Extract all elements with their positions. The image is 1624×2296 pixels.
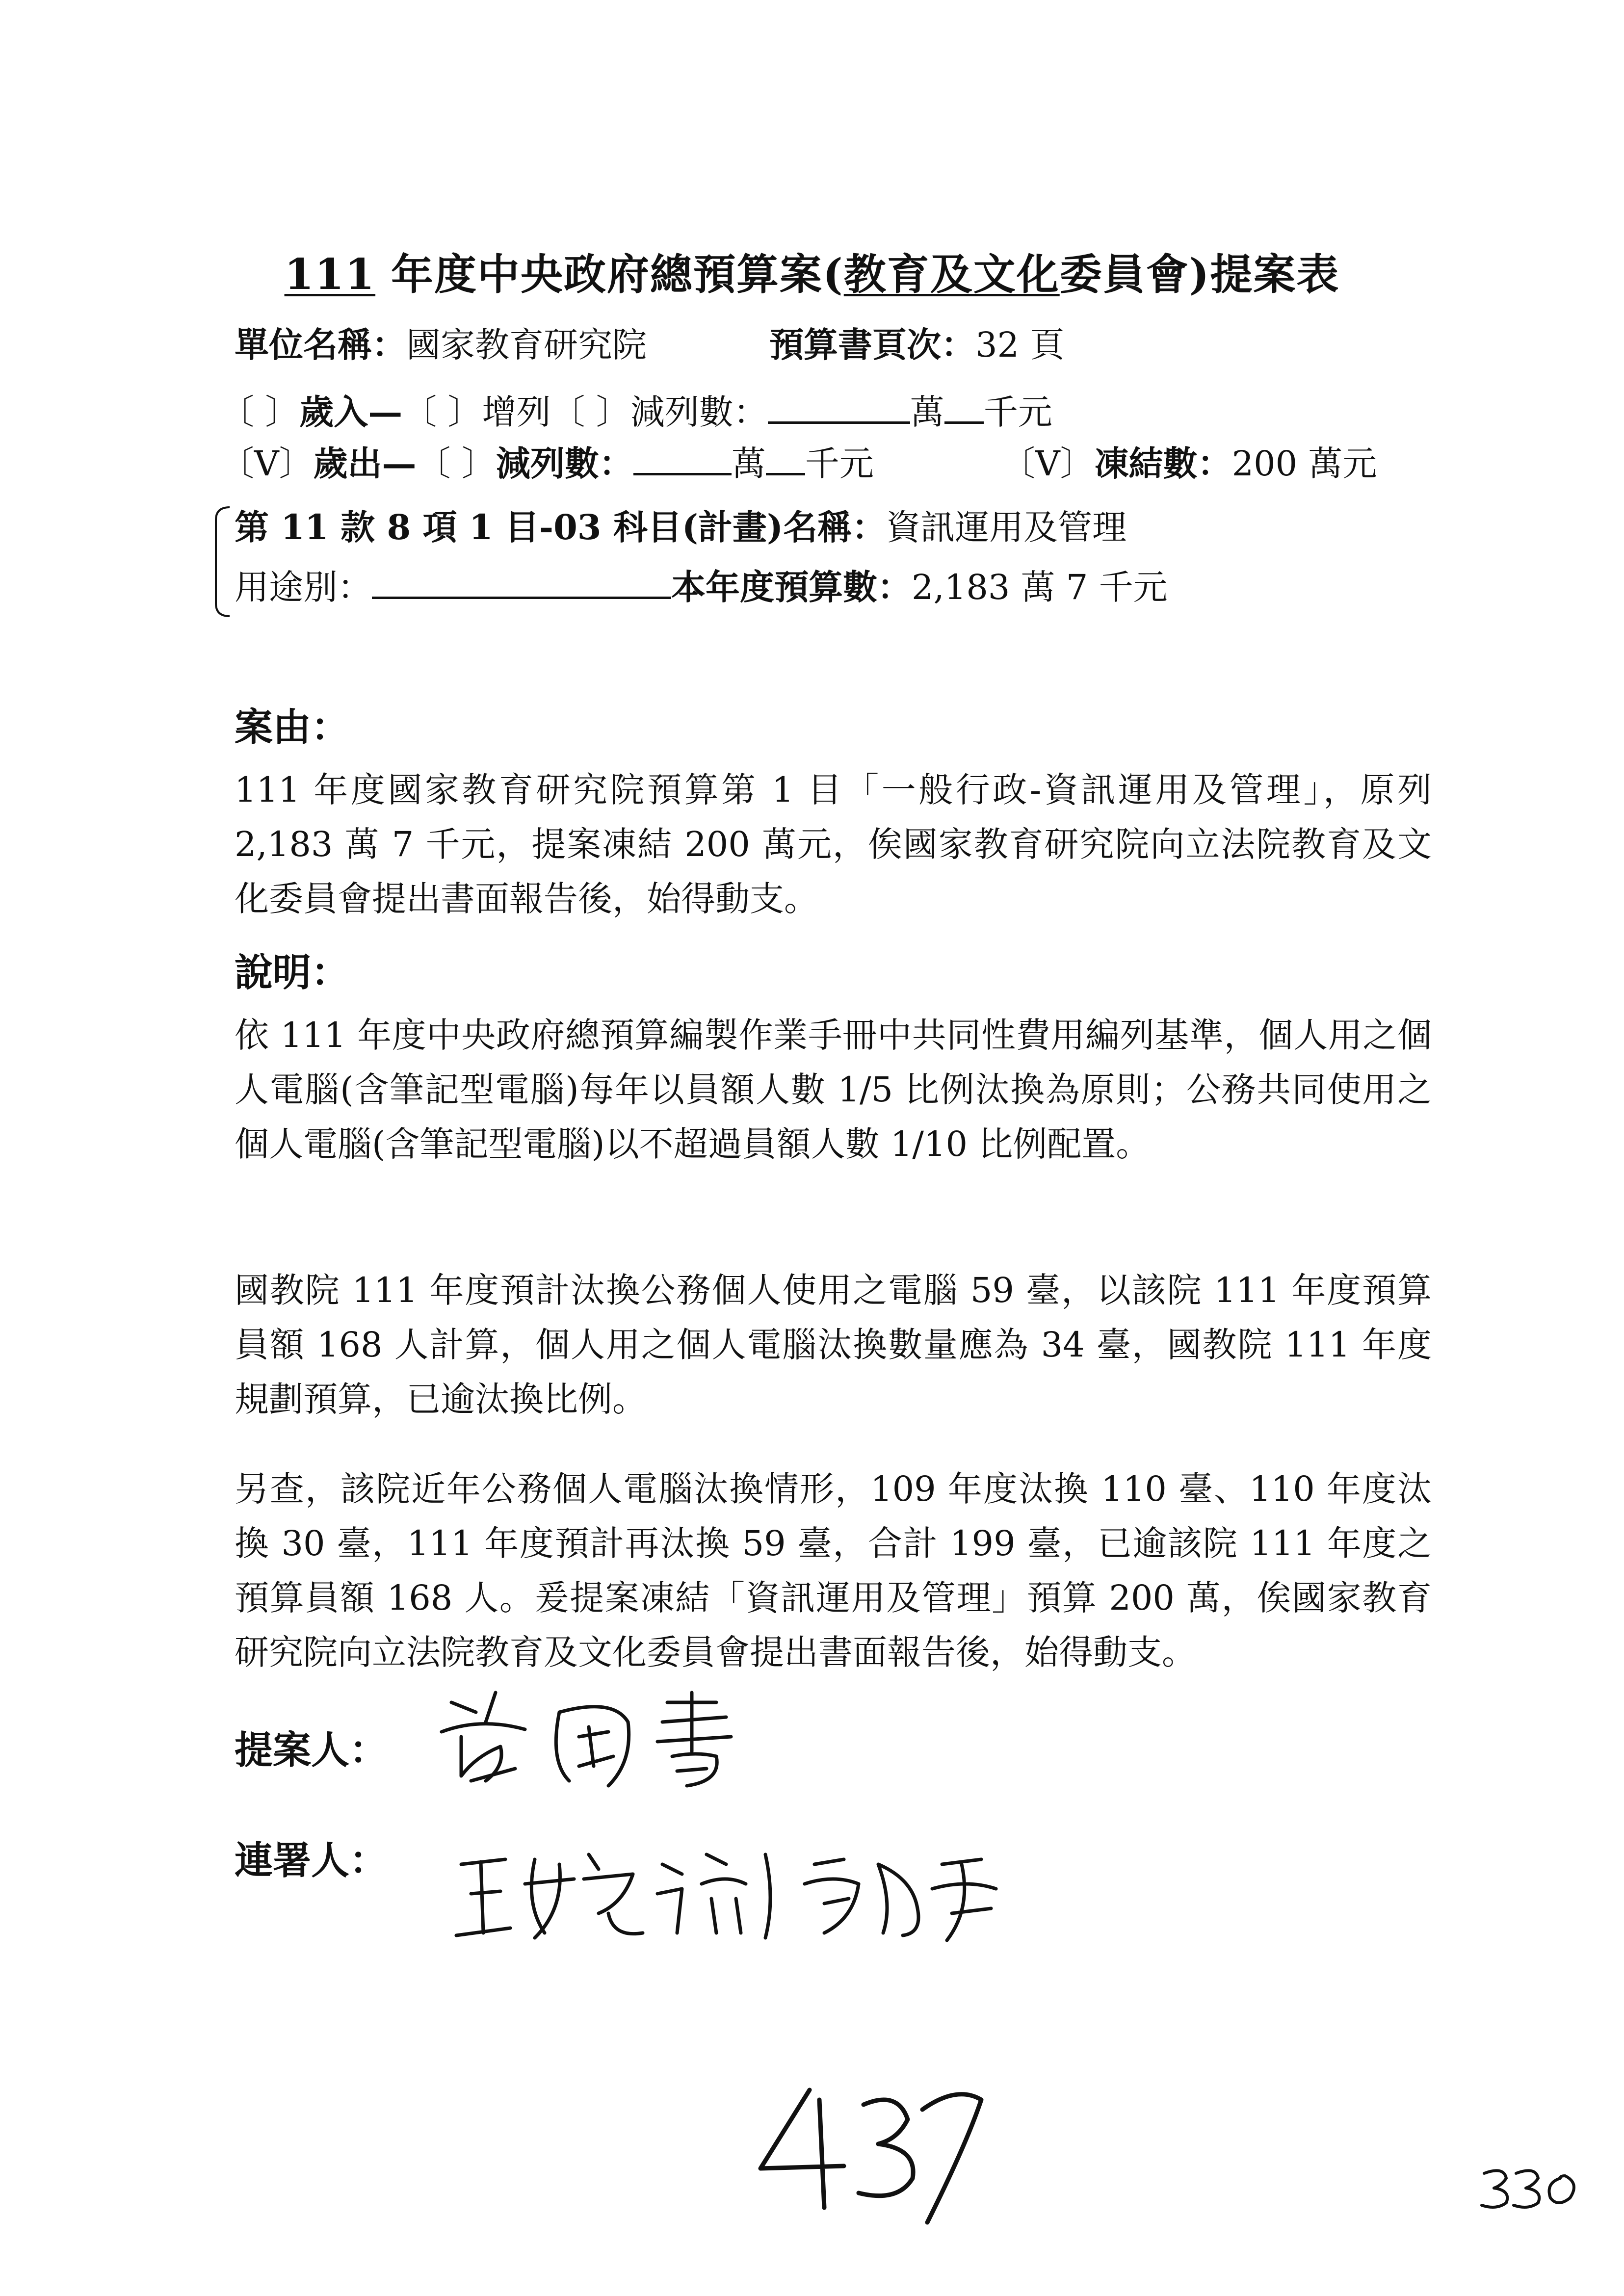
revenue-checkbox: 〔 〕	[220, 392, 300, 432]
revenue-decrease-label: 〔 〕減列數：	[550, 392, 768, 432]
freeze-row	[1001, 443, 1377, 484]
freeze-label: 凍結數：	[1094, 443, 1232, 484]
revenue-qian-blank	[944, 418, 984, 424]
title-mid: 年度中央政府總預算案(	[375, 250, 844, 299]
revenue-wan-blank	[768, 418, 910, 424]
handwritten-page-number	[751, 2070, 1006, 2232]
budget-page-label: 預算書頁次：	[769, 324, 975, 365]
reason-text: 111 年度國家教育研究院預算第 1 目「一般行政-資訊運用及管理」，原列 2,183 萬 7 千元，提案凍結 200 萬元，俟國家教育研究院向立法院教育及文化委員會提出書面報告後，始得動支。	[235, 770, 1432, 919]
title-end: 委員會)提案表	[1059, 250, 1340, 299]
title-committee: 教育及文化	[843, 250, 1060, 299]
expense-decrease-checkbox: 〔 〕	[416, 444, 496, 484]
budget-page-row	[769, 324, 1065, 365]
proposer-signature	[432, 1683, 765, 1796]
budget-label: 本年度預算數：	[671, 567, 912, 607]
unit-value: 國家教育研究院	[406, 325, 647, 365]
cosigner-signatures	[451, 1835, 1030, 1953]
budget-page-value: 32 頁	[975, 325, 1065, 365]
expense-wan: 萬	[731, 444, 766, 484]
revenue-qian: 千元	[983, 392, 1052, 432]
cosigner-label: 連署人：	[235, 1838, 388, 1883]
expense-qian: 千元	[805, 444, 874, 484]
use-label: 用途別：	[235, 567, 372, 607]
item-name: 資訊運用及管理	[886, 507, 1127, 548]
expense-checkbox: 〔V〕	[220, 444, 314, 484]
proposer-label: 提案人：	[235, 1728, 388, 1773]
revenue-increase: 〔 〕增列	[402, 392, 551, 432]
title-year: 111	[284, 250, 376, 299]
unit-label: 單位名稱：	[235, 324, 406, 365]
revenue-row	[220, 391, 1052, 432]
explain-paragraph-1: 依 111 年度中央政府總預算編製作業手冊中共同性費用編列基準，個人用之個人電腦(含筆記型電腦)每年以員額人數 1/5 比例汰換為原則；公務共同使用之個人電腦(含筆記型電腦)以不超過員額人數 1/10 比例配置。	[235, 1015, 1432, 1164]
item-brace	[211, 505, 231, 618]
explain-paragraph-3: 另查，該院近年公務個人電腦汰換情形，109 年度汰換 110 臺、110 年度汰換 30 臺，111 年度預計再汰換 59 臺，合計 199 臺，已逾該院 111 年度之預算員額 168 人。爰提案凍結「資訊運用及管理」預算 200 萬，俟國家教育研究院向立法院教育及文化委員會提出書面報告後，始得動支。	[235, 1469, 1432, 1672]
unit-row	[235, 324, 647, 365]
item-prefix: 第 11 款 8 項 1 目-03 科目(計畫)名稱：	[235, 507, 887, 548]
expense-decrease-label: 減列數：	[496, 443, 633, 484]
expense-label: 歲出—	[313, 443, 417, 484]
form-title	[0, 240, 1624, 301]
expense-wan-blank	[633, 470, 732, 475]
freeze-checkbox: 〔V〕	[1001, 444, 1095, 484]
item-row	[235, 507, 1127, 548]
budget-value: 2,183 萬 7 千元	[912, 567, 1168, 607]
freeze-value: 200 萬元	[1231, 444, 1377, 484]
revenue-wan: 萬	[910, 392, 944, 432]
expense-row	[220, 443, 874, 484]
explain-paragraph-2: 國教院 111 年度預計汰換公務個人使用之電腦 59 臺，以該院 111 年度預算員額 168 人計算，個人用之個人電腦汰換數量應為 34 臺，國教院 111 年度規劃預算，已逾汰換比例。	[235, 1270, 1432, 1419]
explain-heading: 說明：	[235, 950, 350, 995]
expense-qian-blank	[766, 470, 805, 475]
use-row	[235, 567, 1168, 607]
reason-heading: 案由：	[235, 705, 350, 750]
corner-number	[1477, 2161, 1590, 2215]
revenue-label: 歲入—	[299, 391, 403, 432]
use-blank	[372, 594, 671, 599]
